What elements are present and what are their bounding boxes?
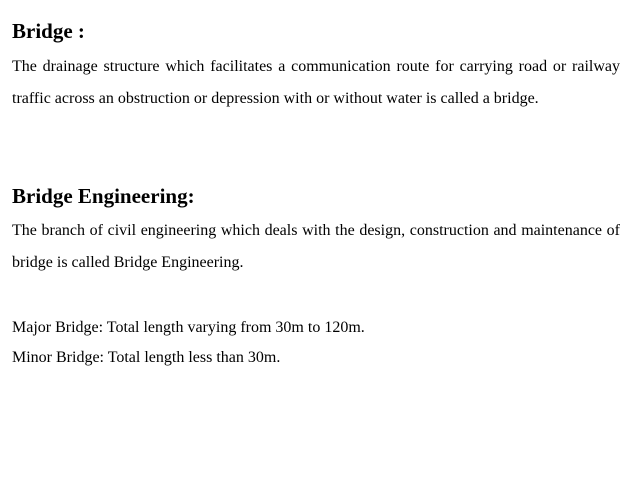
major-bridge-definition: Major Bridge: Total length varying from 30m to 120m. [12,319,365,336]
paragraph-bridge-definition: The drainage structure which facilitates a communication route for carrying road or railway traffic across an obstruction or depression with or without water is called a bridge. [12,58,620,107]
heading-bridge: Bridge : [12,19,85,43]
minor-bridge-definition: Minor Bridge: Total length less than 30m. [12,349,281,366]
heading-bridge-engineering: Bridge Engineering: [12,184,195,208]
paragraph-bridge-engineering-definition: The branch of civil engineering which deals with the design, construction and maintenance of bridge is called Bridge Engineering. [12,222,620,271]
